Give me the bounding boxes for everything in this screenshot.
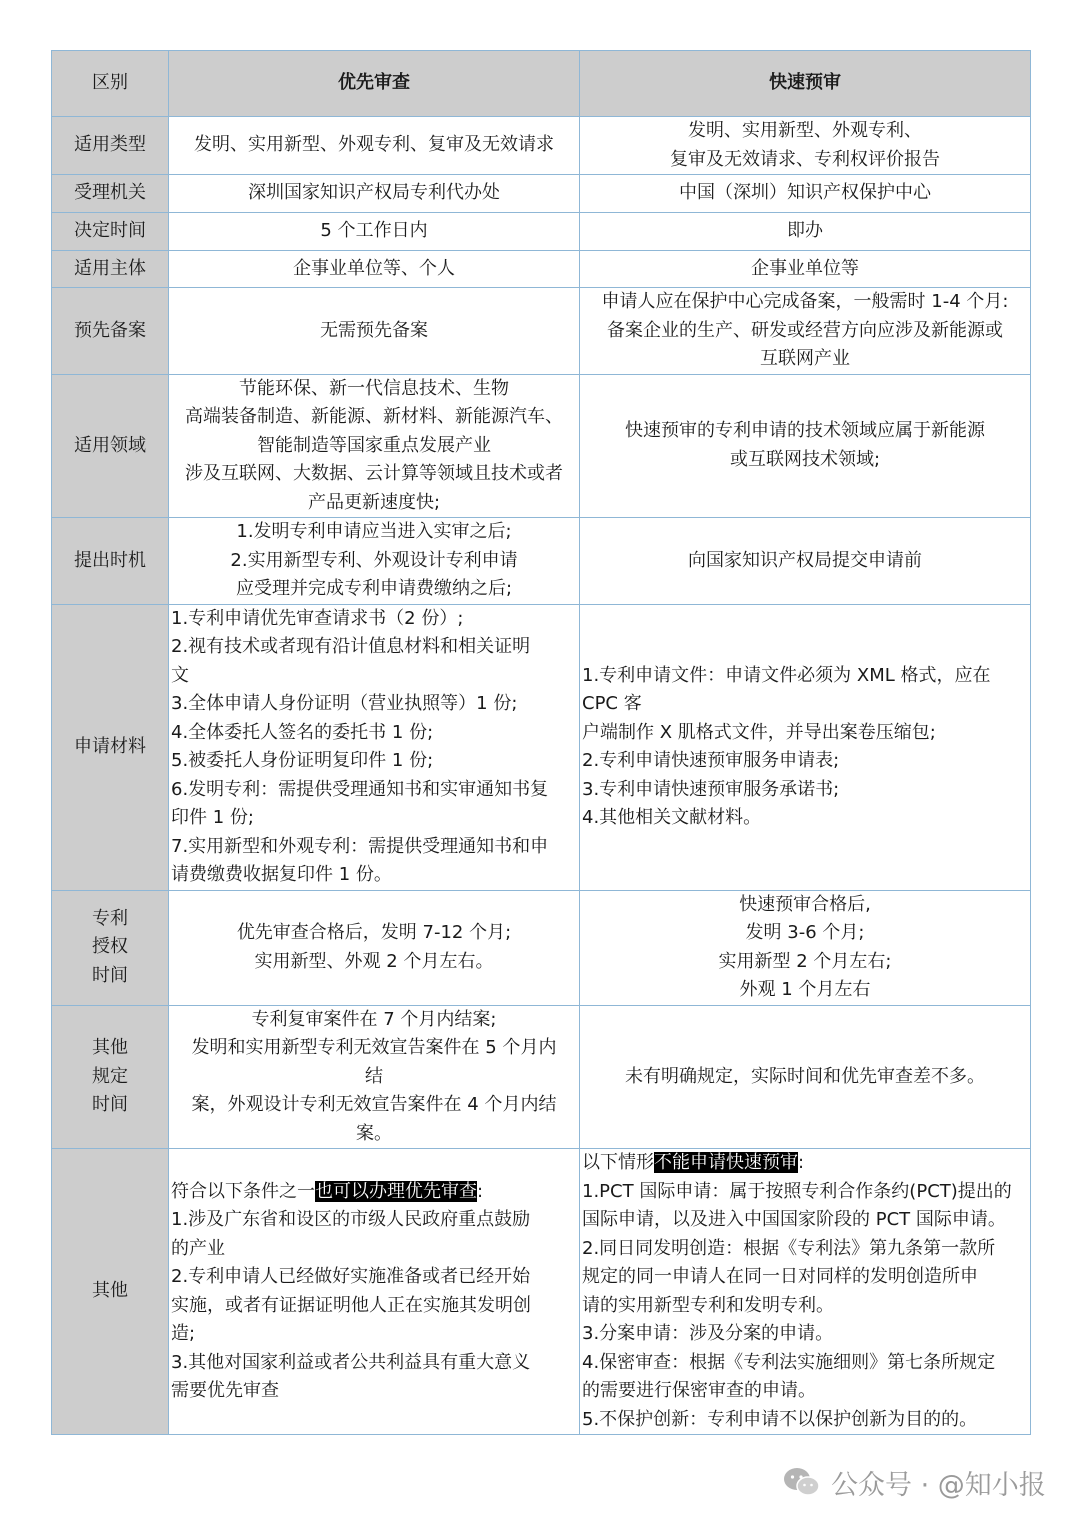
- fast-pre-exam-cell: [580, 1005, 1031, 1149]
- cell-line: 深圳国家知识产权局专利代办处: [248, 182, 500, 204]
- table-row: [52, 518, 1031, 605]
- priority-exam-cell: [169, 518, 580, 605]
- cell-line: 优先审查合格后，发明 7-12 个月;: [236, 922, 512, 943]
- priority-exam-cell: [169, 288, 580, 375]
- cell-line: 企事业单位等、个人: [293, 257, 455, 279]
- cell-line: 即办: [787, 220, 823, 242]
- intro-line: [171, 1178, 577, 1207]
- priority-exam-cell: [169, 117, 580, 175]
- cell-line: 结: [365, 1065, 383, 1087]
- cell-line: 发明、实用新型、外观专利、复审及无效请求: [194, 134, 554, 156]
- cell-line: 复审及无效请求、专利权评价报告: [670, 148, 940, 170]
- cell-line: 5.被委托人身份证明复印件 1 份;: [171, 750, 434, 771]
- table-row: [52, 175, 1031, 213]
- highlighted-text: 不能申请快速预审: [654, 1152, 798, 1173]
- table-row: [52, 251, 1031, 288]
- cell-line: 外观 1 个月左右: [739, 979, 871, 1000]
- cell-line: 请费缴费收据复印件 1 份。: [171, 864, 392, 885]
- row-label: [52, 604, 169, 890]
- cell-line: 实施，或者有证据证明他人正在实施其发明创: [171, 1294, 531, 1316]
- cell-line: 专利: [92, 907, 128, 929]
- cell-line: 2.同日同发明创造：根据《专利法》第九条第一款所: [582, 1237, 996, 1259]
- cell-line: 国际申请，以及进入中国国家阶段的 PCT 国际申请。: [582, 1209, 1006, 1230]
- row-label: [52, 1005, 169, 1149]
- fast-pre-exam-cell: [580, 890, 1031, 1005]
- cell-line: 无需预先备案: [320, 319, 428, 341]
- cell-line: 1.专利申请优先审查请求书（2 份）;: [171, 607, 464, 629]
- table-header-row: [52, 51, 1031, 117]
- cell-line: 需要优先审查: [171, 1380, 279, 1401]
- table-row: [52, 288, 1031, 375]
- table-row: [52, 117, 1031, 175]
- cell-line: 适用类型: [74, 134, 146, 156]
- row-label: [52, 890, 169, 1005]
- cell-line: 7.实用新型和外观专利：需提供受理通知书和申: [171, 835, 549, 857]
- cell-line: 授权: [92, 936, 128, 958]
- cell-line: 向国家知识产权局提交申请前: [688, 549, 922, 571]
- cell-line: 2.实用新型专利、外观设计专利申请: [230, 549, 518, 571]
- cell-line: 决定时间: [74, 220, 146, 242]
- priority-exam-cell: [169, 374, 580, 518]
- priority-exam-cell: [169, 1005, 580, 1149]
- cell-line: 6.发明专利：需提供受理通知书和实审通知书复: [171, 778, 549, 800]
- cell-line: 提出时机: [74, 549, 146, 571]
- header-col-fast-pre-exam: 快速预审: [580, 51, 1031, 117]
- cell-line: 发明和实用新型专利无效宣告案件在 5 个月内: [191, 1037, 557, 1058]
- cell-line: 4.保密审查：根据《专利法实施细则》第七条所规定: [582, 1351, 996, 1373]
- priority-exam-cell: [169, 890, 580, 1005]
- fast-pre-exam-cell: [580, 251, 1031, 288]
- cell-line: 高端装备制造、新能源、新材料、新能源汽车、: [185, 406, 563, 427]
- cell-line: 案。: [356, 1122, 392, 1144]
- row-label: [52, 518, 169, 605]
- cell-line: 1.涉及广东省和设区的市级人民政府重点鼓励: [171, 1209, 531, 1230]
- cell-line: 快速预审合格后,: [739, 893, 871, 915]
- intro-end: :: [798, 1152, 805, 1173]
- cell-line: 申请材料: [74, 735, 146, 757]
- fast-pre-exam-cell: [580, 213, 1031, 251]
- fast-pre-exam-cell: [580, 374, 1031, 518]
- cell-line: 3.全体申请人身份证明（营业执照等）1 份;: [171, 693, 518, 714]
- cell-line: 其他: [92, 1280, 128, 1302]
- cell-line: 中国（深圳）知识产权保护中心: [679, 182, 931, 204]
- cell-line: 1.专利申请文件：申请文件必须为 XML 格式，应在: [582, 664, 991, 686]
- cell-line: 规定的同一申请人在同一日对同样的发明创造所申: [582, 1266, 978, 1287]
- row-label: [52, 213, 169, 251]
- wechat-icon: [783, 1466, 821, 1498]
- watermark: [783, 1458, 1063, 1506]
- watermark-text: 公众号 · @知小报: [831, 1469, 1046, 1501]
- row-label: [52, 374, 169, 518]
- priority-exam-cell: [169, 1149, 580, 1435]
- cell-line: 互联网产业: [760, 348, 850, 369]
- cell-line: 受理机关: [74, 182, 146, 204]
- row-label: [52, 175, 169, 213]
- fast-pre-exam-cell: [580, 518, 1031, 605]
- cell-line: 1.PCT 国际申请：属于按照专利合作条约(PCT)提出的: [582, 1180, 1012, 1202]
- cell-line: 适用领域: [74, 434, 146, 456]
- cell-line: CPC 客: [582, 693, 642, 714]
- cell-line: 4.其他相关文献材料。: [582, 807, 762, 828]
- cell-line: 文: [171, 664, 189, 686]
- row-label: [52, 288, 169, 375]
- table-row: [52, 604, 1031, 890]
- cell-line: 印件 1 份;: [171, 807, 254, 828]
- cell-line: 2.专利申请人已经做好实施准备或者已经开始: [171, 1266, 531, 1287]
- cell-line: 3.其他对国家利益或者公共利益具有重大意义: [171, 1351, 531, 1373]
- cell-line: 规定: [92, 1065, 128, 1087]
- header-col-category: 区别: [52, 51, 169, 117]
- cell-line: 智能制造等国家重点发展产业: [257, 434, 491, 456]
- cell-line: 3.专利申请快速预审服务承诺书;: [582, 778, 840, 800]
- fast-pre-exam-cell: [580, 117, 1031, 175]
- cell-line: 产品更新速度快;: [307, 491, 441, 513]
- priority-exam-cell: [169, 175, 580, 213]
- cell-line: 案，外观设计专利无效宣告案件在 4 个月内结: [191, 1094, 557, 1115]
- cell-line: 发明、实用新型、外观专利、: [688, 120, 922, 141]
- fast-pre-exam-cell: [580, 175, 1031, 213]
- cell-line: 未有明确规定，实际时间和优先审查差不多。: [625, 1065, 985, 1087]
- cell-line: 2.视有技术或者现有沿计值息材料和相关证明: [171, 636, 531, 657]
- cell-line: 造;: [171, 1323, 196, 1344]
- cell-line: 快速预审的专利申请的技术领域应属于新能源: [625, 420, 985, 442]
- cell-line: 企事业单位等: [751, 257, 859, 279]
- cell-line: 或互联网技术领域;: [729, 448, 881, 470]
- priority-exam-cell: [169, 213, 580, 251]
- cell-line: 备案企业的生产、研发或经营方向应涉及新能源或: [607, 319, 1003, 341]
- cell-line: 2.专利申请快速预审服务申请表;: [582, 750, 840, 771]
- header-col-priority-exam: 优先审查: [169, 51, 580, 117]
- cell-line: 适用主体: [74, 257, 146, 279]
- priority-exam-cell: [169, 604, 580, 890]
- cell-line: 时间: [92, 1094, 128, 1115]
- intro-end: :: [477, 1180, 484, 1202]
- cell-line: 节能环保、新一代信息技术、生物: [239, 377, 509, 399]
- cell-line: 其他: [92, 1037, 128, 1058]
- row-label: [52, 251, 169, 288]
- fast-pre-exam-cell: [580, 288, 1031, 375]
- cell-line: 5.不保护创新：专利申请不以保护创新为目的的。: [582, 1408, 978, 1430]
- cell-line: 4.全体委托人签名的委托书 1 份;: [171, 721, 434, 743]
- table-row: [52, 1005, 1031, 1149]
- cell-line: 应受理并完成专利申请费缴纳之后;: [235, 578, 513, 599]
- row-label: [52, 117, 169, 175]
- table-row: [52, 1149, 1031, 1435]
- cell-line: 3.分案申请：涉及分案的申请。: [582, 1323, 834, 1344]
- cell-line: 涉及互联网、大数据、云计算等领域且技术或者: [185, 463, 563, 484]
- cell-line: 1.发明专利申请应当进入实审之后;: [236, 521, 512, 542]
- highlighted-text: 也可以办理优先审查: [315, 1180, 477, 1202]
- fast-pre-exam-cell: [580, 1149, 1031, 1435]
- cell-line: 发明 3-6 个月;: [745, 922, 865, 943]
- intro-text: 以下情形: [582, 1152, 654, 1173]
- cell-line: 预先备案: [74, 319, 146, 341]
- cell-line: 的需要进行保密审查的申请。: [582, 1380, 816, 1401]
- cell-line: 实用新型、外观 2 个月左右。: [254, 950, 494, 972]
- comparison-table: [51, 50, 1031, 1435]
- cell-line: 实用新型 2 个月左右;: [718, 950, 892, 972]
- cell-line: 申请人应在保护中心完成备案，一般需时 1-4 个月:: [601, 291, 1009, 312]
- row-label: [52, 1149, 169, 1435]
- cell-line: 时间: [92, 964, 128, 986]
- cell-line: 的产业: [171, 1237, 225, 1259]
- cell-line: 专利复审案件在 7 个月内结案;: [251, 1008, 497, 1030]
- intro-text: 符合以下条件之一: [171, 1180, 315, 1202]
- table-row: [52, 213, 1031, 251]
- cell-line: 5 个工作日内: [320, 220, 428, 242]
- fast-pre-exam-cell: [580, 604, 1031, 890]
- table-row: [52, 374, 1031, 518]
- intro-line: [582, 1149, 1028, 1178]
- cell-line: 请的实用新型专利和发明专利。: [582, 1294, 834, 1316]
- cell-line: 户端制作 X 肌格式文件，并导出案卷压缩包;: [582, 721, 936, 743]
- table-row: [52, 890, 1031, 1005]
- priority-exam-cell: [169, 251, 580, 288]
